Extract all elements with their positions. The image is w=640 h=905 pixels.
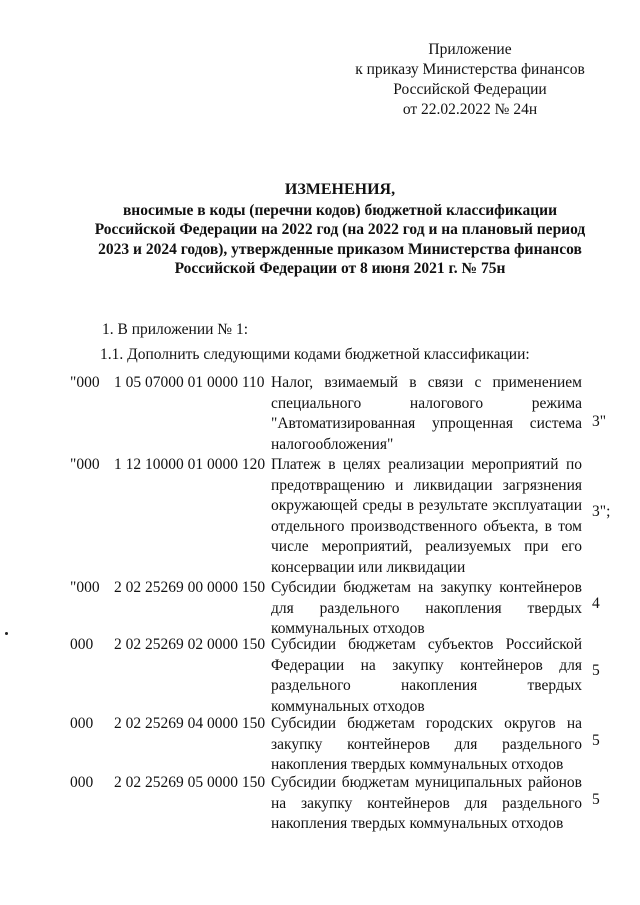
row-tail: 5 [592,791,600,808]
row-lead: 000 [70,636,94,653]
appendix-line-1: Приложение [428,41,512,58]
row-code: 1 05 07000 01 0000 110 [114,374,265,391]
row-code: 2 02 25269 00 0000 150 [114,579,266,596]
paragraph-1: 1. В приложении № 1: [102,321,249,338]
row-lead: "000 [70,374,100,391]
row-tail: 3"; [592,503,611,520]
row-tail: 3" [592,413,607,430]
title-line-2: Российской Федерации на 2022 год (на 2022 год и на плановый период [94,221,586,238]
title-line-3: 2023 и 2024 годов), утвержденные приказом Министерства финансов [98,240,582,258]
row-code: 2 02 25269 04 0000 150 [114,715,266,732]
row-name-line: для раздельного накопления твердых [271,599,582,617]
row-lead: "000 [70,456,100,473]
row-name-line: отдельного производственного объекта, в том [271,517,582,535]
scan-speck [5,632,8,635]
row-name-line: закупку контейнеров для раздельного [271,735,582,753]
row-name-line: Налог, взимаемый в связи с применением [271,374,582,391]
row-name-line: Субсидии бюджетам муниципальных районов [271,774,582,791]
row-tail: 5 [592,662,600,679]
row-name-line: Субсидии бюджетам на закупку контейнеров [271,579,582,596]
row-name-line: Федерации на закупку контейнеров для [271,656,582,674]
paragraph-1-1: 1.1. Дополнить следующими кодами бюджетной классификации: [100,346,530,363]
row-name-line: специального налогового режима [271,394,582,412]
appendix-line-4: от 22.02.2022 № 24н [402,101,538,118]
row-name [271,455,582,578]
row-name-line: накопления твердых коммунальных отходов [271,756,564,773]
row-name [271,578,582,640]
appendix-line-2: к приказу Министерства финансов [355,61,585,78]
row-lead: 000 [70,774,94,791]
appendix-line-3: Российской Федерации [393,81,547,98]
row-name [271,714,582,776]
document-title [60,180,620,279]
row-name-line: Субсидии бюджетам субъектов Российской [271,636,582,653]
row-name-line: предотвращению и ликвидации загрязнения [271,476,582,494]
row-name-line: Платеж в целях реализации мероприятий по [271,456,582,473]
title-heading: ИЗМЕНЕНИЯ, [284,181,396,198]
row-code: 2 02 25269 05 0000 150 [114,774,266,791]
row-code: 2 02 25269 02 0000 150 [114,636,266,653]
row-name-line: Субсидии бюджетам городских округов на [271,715,582,732]
row-name-line: коммунальных отходов [271,620,425,637]
row-name [271,373,582,455]
row-name-line: коммунальных отходов [271,697,425,715]
row-name-line: числе мероприятий, реализуемых при его [271,538,582,555]
row-name [271,773,582,835]
row-name [271,635,582,717]
title-line-4: Российской Федерации от 8 июня 2021 г. № 75н [174,260,506,277]
row-name-line: консервации или ликвидации [271,558,466,576]
row-name-line: "Автоматизированная упрощенная система [271,415,582,432]
row-name-line: на закупку контейнеров для раздельного [271,794,582,812]
row-lead: 000 [70,715,94,732]
row-name-line: раздельного накопления твердых [271,677,582,694]
row-tail: 4 [592,595,600,612]
title-line-1: вносимые в коды (перечни кодов) бюджетной классификации [122,201,558,219]
appendix-header [340,40,600,120]
row-code: 1 12 10000 01 0000 120 [114,456,266,473]
row-tail: 5 [592,732,600,749]
row-name-line: налогообложения" [271,435,394,453]
row-name-line: окружающей среды в результате эксплуатации [271,497,582,514]
row-lead: "000 [70,579,100,596]
row-name-line: накопления твердых коммунальных отходов [271,815,564,832]
